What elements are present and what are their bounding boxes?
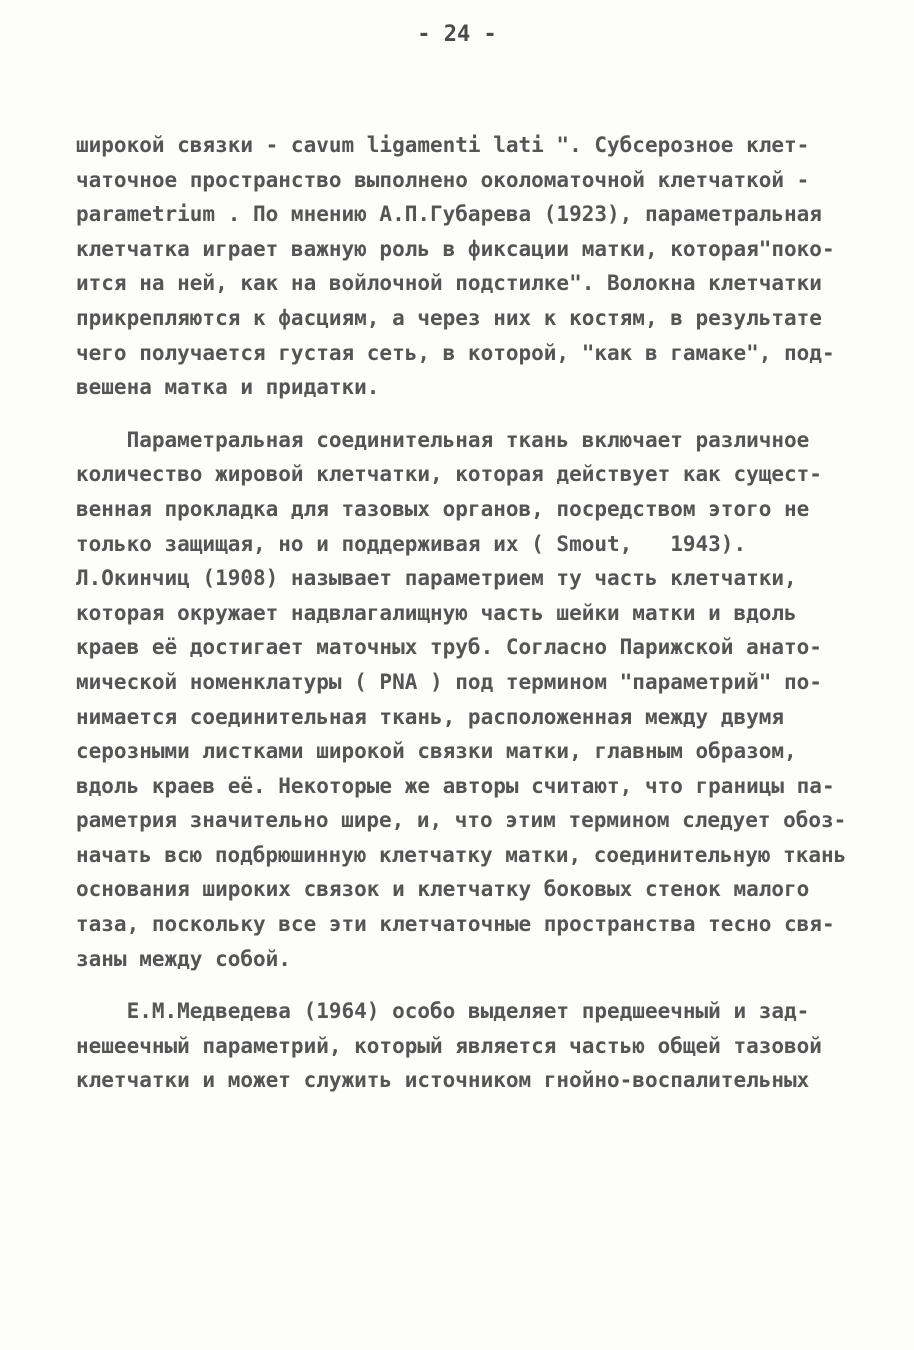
paragraph [76, 128, 846, 405]
text-line: количество жировой клетчатки, которая действует как сущест- [76, 462, 822, 487]
paragraph-gap [76, 976, 846, 994]
page-number: - 24 - [417, 22, 497, 47]
text-line: серозными листками широкой связки матки, главным образом, [76, 739, 797, 764]
text-line: широкой связки - cavum ligamenti lati ". Субсерозное клет- [76, 133, 810, 157]
text-line: раметрия значительно шире, и, что этим термином следует обоз- [76, 808, 847, 833]
text-line: клетчатки и может служить источником гнойно-воспалительных [76, 1068, 810, 1093]
text-line: нешеечный параметрий, который является частью общей тазовой [76, 1033, 822, 1058]
paragraph [76, 423, 846, 977]
text-line: прикрепляются к фасциям, а через них к костям, в результате [76, 305, 822, 330]
paragraph [76, 994, 846, 1098]
text-line: ится на ней, как на войлочной подстилке". Волокна клетчатки [76, 271, 822, 296]
text-line: нимается соединительная ткань, расположенная между двумя [76, 704, 785, 729]
text-line: венная прокладка для тазовых органов, посредством этого не [76, 496, 810, 521]
text-line: чего получается густая сеть, в которой, "как в гамаке", под- [76, 340, 835, 365]
text-line: начать всю подбрюшинную клетчатку матки, соединительную ткань [76, 842, 847, 867]
text-line: основания широких связок и клетчатку боковых стенок малого [76, 877, 810, 902]
body-text [76, 128, 846, 1098]
text-line: которая окружает надвлагалищную часть шейки матки и вдоль [76, 600, 797, 625]
text-line: краев её достигает маточных труб. Согласно Парижской анато- [76, 635, 822, 660]
text-line: клетчатка играет важную роль в фиксации матки, которая"поко- [76, 236, 835, 261]
text-line: только защищая, но и поддерживая их ( Smout, 1943). [76, 531, 747, 556]
text-line: вдоль краев её. Некоторые же авторы считают, что границы па- [76, 773, 835, 798]
text-line: чаточное пространство выполнено околоматочной клетчаткой - [76, 167, 810, 192]
text-line: таза, поскольку все эти клетчаточные пространства тесно свя- [76, 912, 835, 937]
text-line: Л.Окинчиц (1908) называет параметрием ту часть клетчатки, [76, 566, 797, 591]
text-line: Параметральная соединительная ткань включает различное [76, 427, 810, 452]
text-line: вешена матка и придатки. [76, 375, 380, 400]
text-line: заны между собой. [76, 946, 291, 971]
paragraph-gap [76, 405, 846, 423]
text-line: parametrium . По мнению А.П.Губарева (1923), параметральная [76, 202, 822, 227]
text-line: Е.М.Медведева (1964) особо выделяет предшеечный и зад- [76, 999, 810, 1024]
text-line: мической номенклатуры ( PNA ) под термином "параметрий" по- [76, 669, 822, 694]
